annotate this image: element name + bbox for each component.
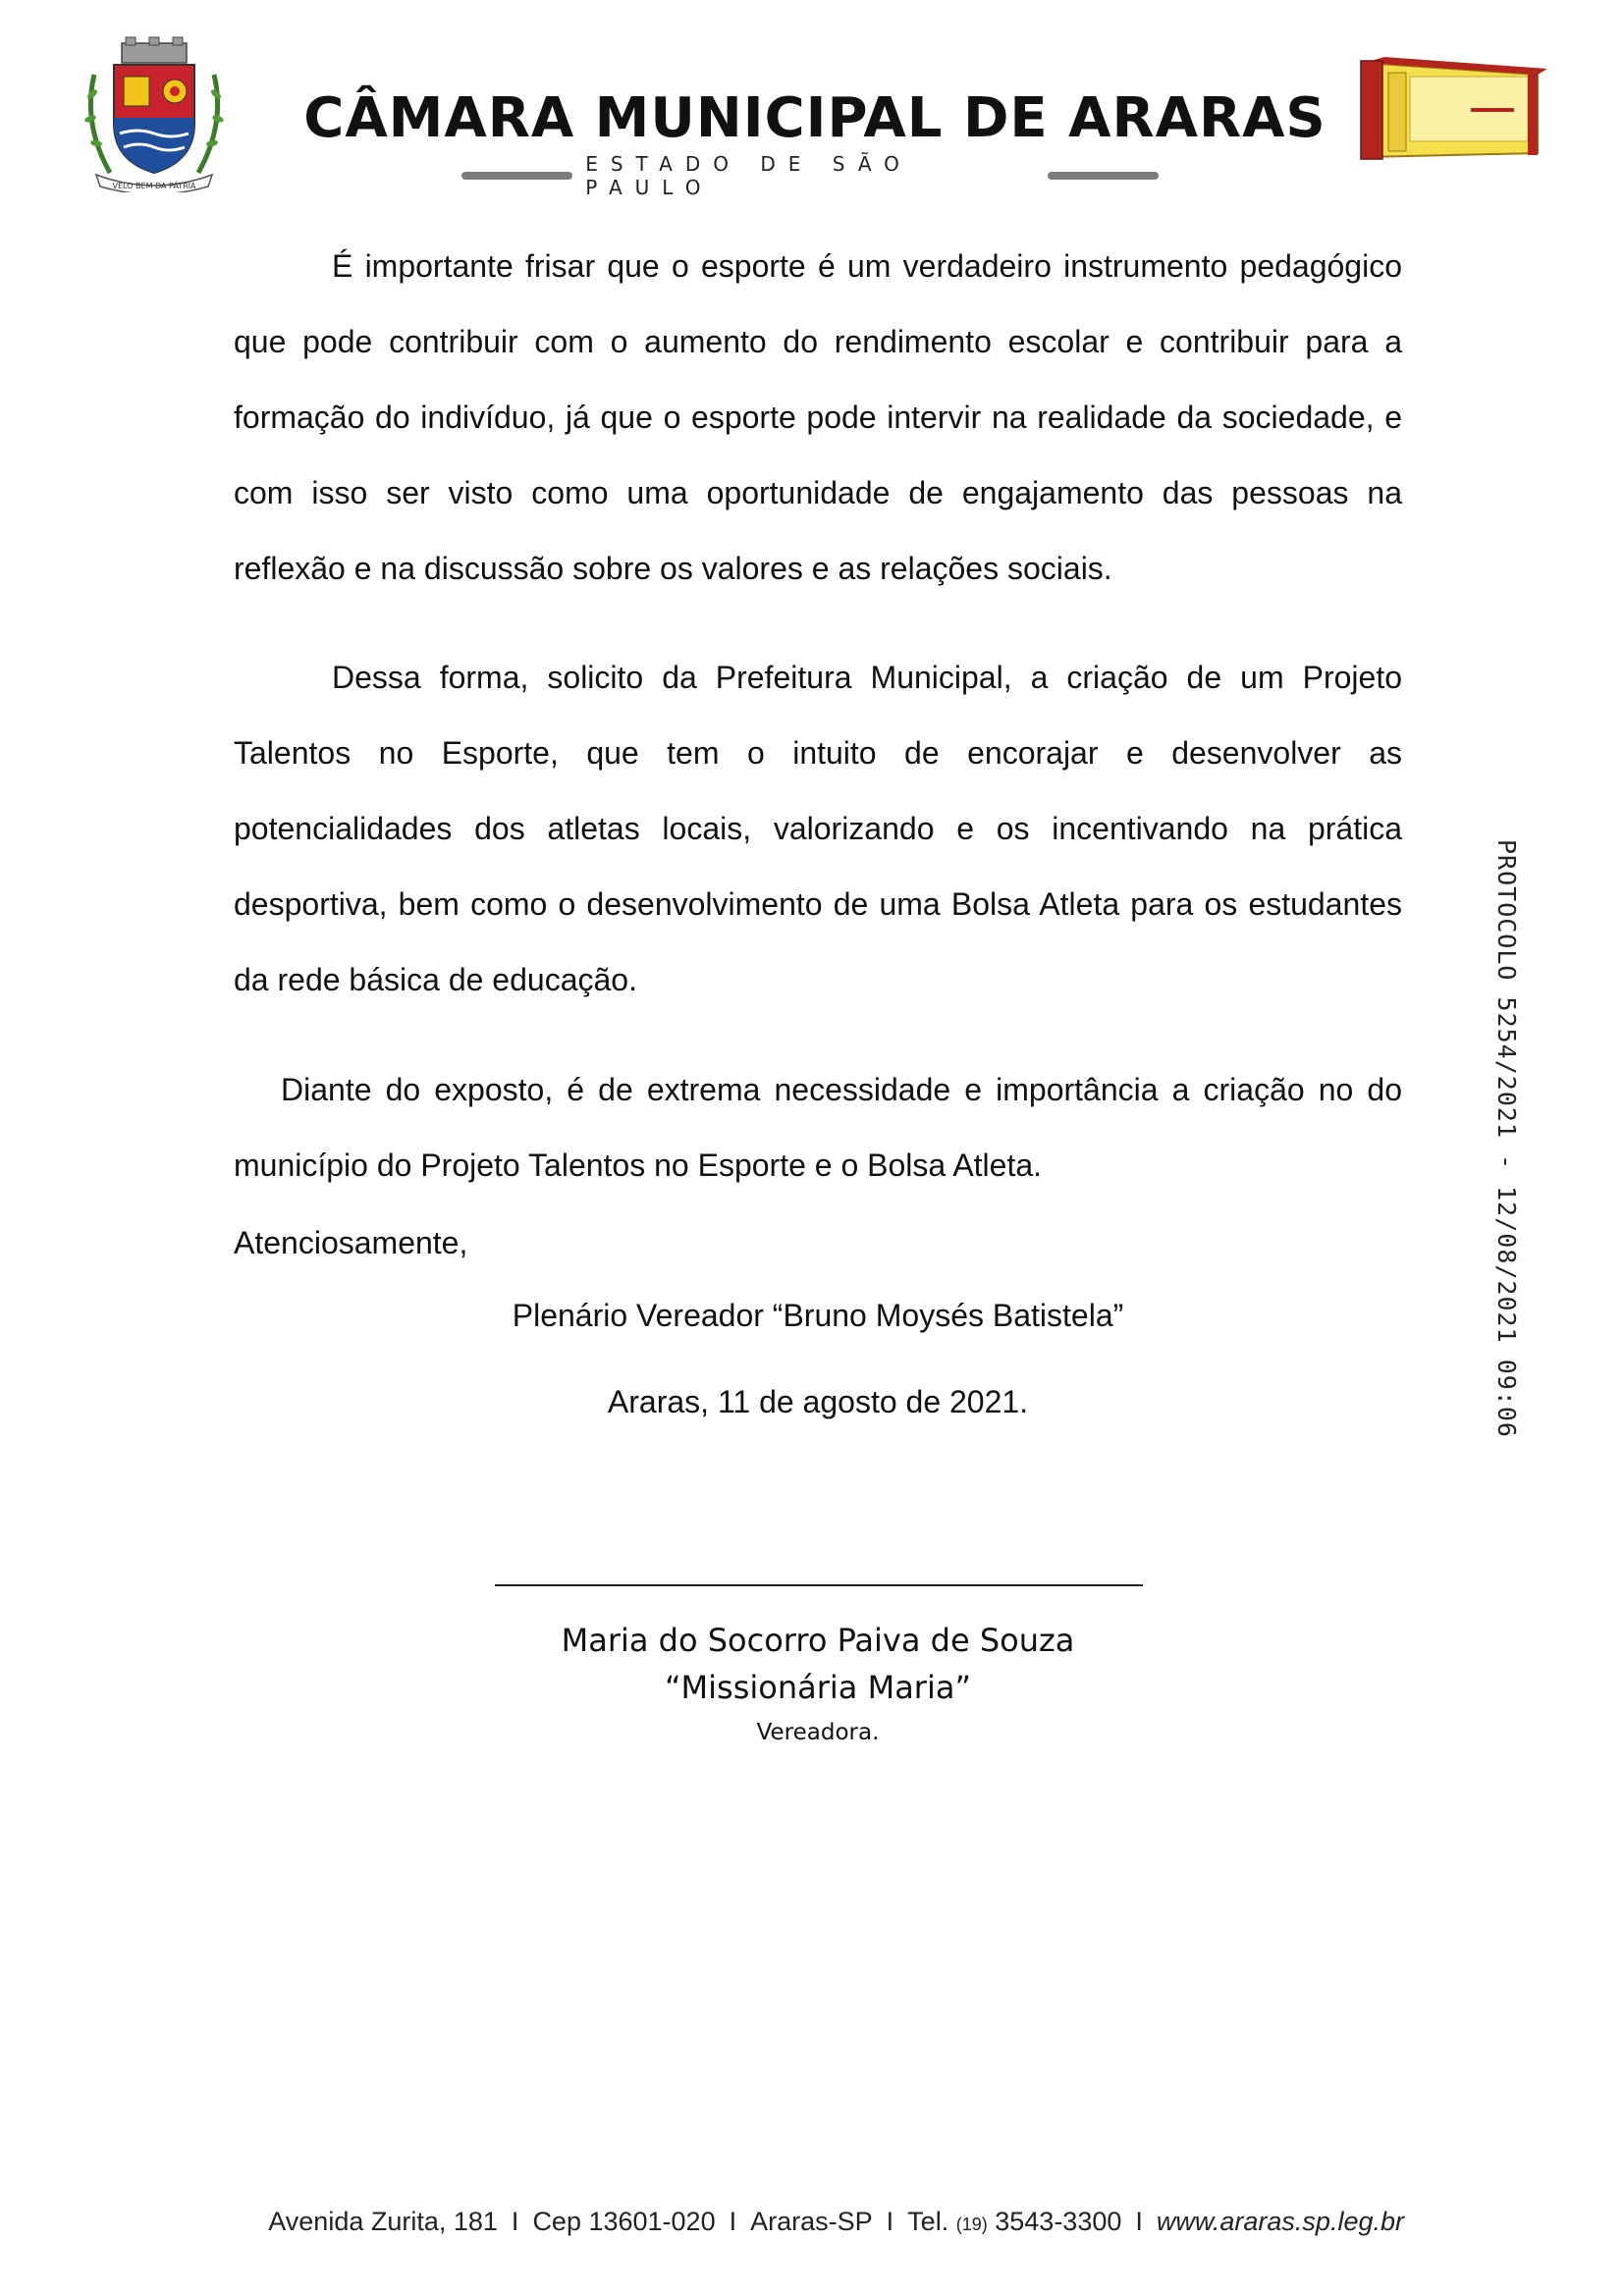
signatory-role: Vereadora. — [756, 1720, 880, 1745]
closing-salutation: Atenciosamente, — [234, 1225, 468, 1260]
signature-line — [495, 1584, 1143, 1586]
footer-tel-label: Tel. — [907, 2207, 949, 2236]
header-subtitle: ESTADO DE SÃO PAULO — [585, 152, 912, 199]
body-paragraph-2: Dessa forma, solicito da Prefeitura Municipal, a criação de um Projeto Talentos no Esporte, que tem o intuito de encorajar e desenvolver as potencialidades dos atletas locais, valorizando e os incentivando na prática desportiva, bem como o desenvolvimento de uma Bolsa Atleta para os estudantes da rede básica de educação. — [234, 660, 1402, 997]
footer-address: Avenida Zurita, 181 — [268, 2207, 498, 2236]
header-subtitle-row — [461, 152, 1159, 199]
footer-contact — [206, 2207, 1404, 2237]
araras-coat-of-arms-logo — [81, 35, 228, 192]
footer-phone: 3543-3300 — [995, 2207, 1122, 2236]
signatory-name: Maria do Socorro Paiva de Souza — [561, 1622, 1075, 1659]
footer-separator: I — [729, 2207, 737, 2236]
document-date: Araras, 11 de agosto de 2021. — [607, 1384, 1029, 1419]
footer-website-link[interactable]: www.araras.sp.leg.br — [1156, 2207, 1404, 2236]
header-right-rule — [1048, 172, 1159, 180]
body-paragraph-1: É importante frisar que o esporte é um verdadeiro instrumento pedagógico que pode contribuir com o aumento do rendimento escolar e contribuir para a formação do indivíduo, já que o esporte pode intervir na realidade da sociedade, e com isso ser visto como uma oportunidade de engajamento das pessoas na reflexão e na discussão sobre os valores e as relações sociais. — [234, 248, 1402, 586]
footer-cep: Cep 13601-020 — [532, 2207, 716, 2236]
signatory-nickname: “Missionária Maria” — [664, 1669, 972, 1706]
plenario-line: Plenário Vereador “Bruno Moysés Batistela” — [512, 1298, 1124, 1333]
crest-motto-text: VELO BEM DA PÁTRIA — [112, 182, 196, 190]
footer-separator: I — [886, 2207, 894, 2236]
protocol-stamp: PROTOCOLO 5254/2021 - 12/08/2021 09:06 — [1492, 839, 1521, 1438]
page-title: CÂMARA MUNICIPAL DE ARARAS — [303, 86, 1326, 150]
footer-separator: I — [511, 2207, 519, 2236]
header-left-rule — [461, 172, 572, 180]
body-paragraph-3: Diante do exposto, é de extrema necessidade e importância a criação no do município do Projeto Talentos no Esporte e o Bolsa Atleta. — [234, 1072, 1402, 1183]
chamber-building-logo — [1355, 55, 1547, 163]
footer-separator: I — [1135, 2207, 1143, 2236]
footer-city: Araras-SP — [750, 2207, 873, 2236]
footer-area-code: (19) — [955, 2215, 988, 2234]
